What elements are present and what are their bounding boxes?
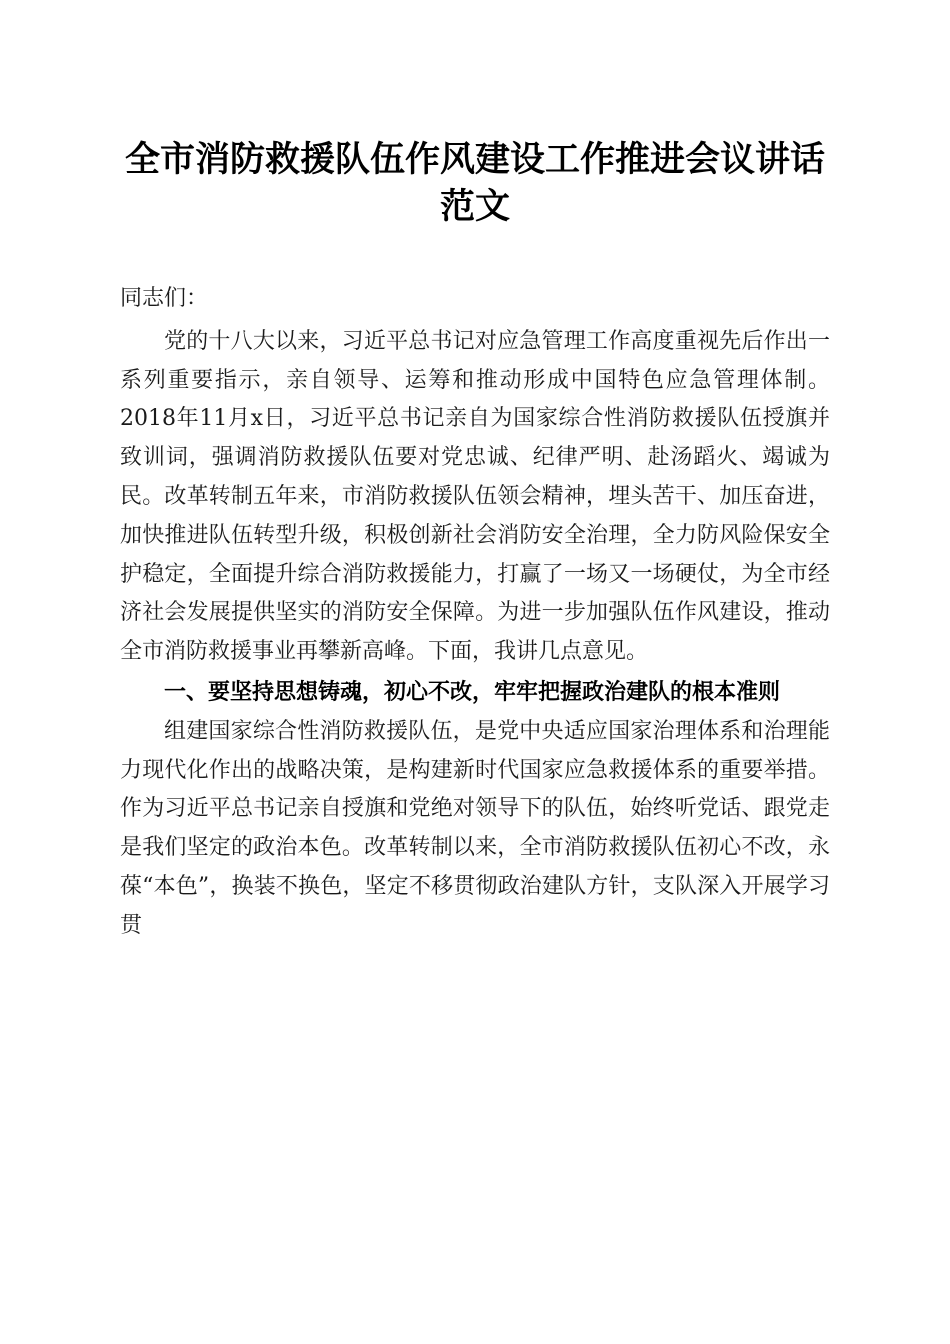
paragraph-intro: 党的十八大以来，习近平总书记对应急管理工作高度重视先后作出一系列重要指示，亲自领导、运筹和推动形成中国特色应急管理体制。2018年11月x日，习近平总书记亲自为国家综合性消防救援队伍授旗并致训词，强调消防救援队伍要对党忠诚、纪律严明、赴汤蹈火、竭诚为民。改革转制五年来，市消防救援队伍领会精神，埋头苦干、加压奋进，加快推进队伍转型升级，积极创新社会消防安全治理，全力防风险保安全护稳定，全面提升综合消防救援能力，打赢了一场又一场硬仗，为全市经济社会发展提供坚实的消防安全保障。为进一步加强队伍作风建设，推动全市消防救援事业再攀新高峰。下面，我讲几点意见。: [120, 328, 830, 665]
section-heading-1: 一、要坚持思想铸魂，初心不改，牢牢把握政治建队的根本准则: [164, 679, 781, 705]
document-body: [120, 280, 830, 946]
paragraph-section-1: 组建国家综合性消防救援队伍，是党中央适应国家治理体系和治理能力现代化作出的战略决策，是构建新时代国家应急救援体系的重要举措。作为习近平总书记亲自授旗和党绝对领导下的队伍，始终听党话、跟党走是我们坚定的政治本色。改革转制以来，全市消防救援队伍初心不改，永葆“本色”，换装不换色，坚定不移贯彻政治建队方针，支队深入开展学习贯: [120, 718, 830, 938]
document-title: 全市消防救援队伍作风建设工作推进会议讲话范文: [124, 139, 825, 227]
salutation: 同志们：: [120, 286, 209, 311]
